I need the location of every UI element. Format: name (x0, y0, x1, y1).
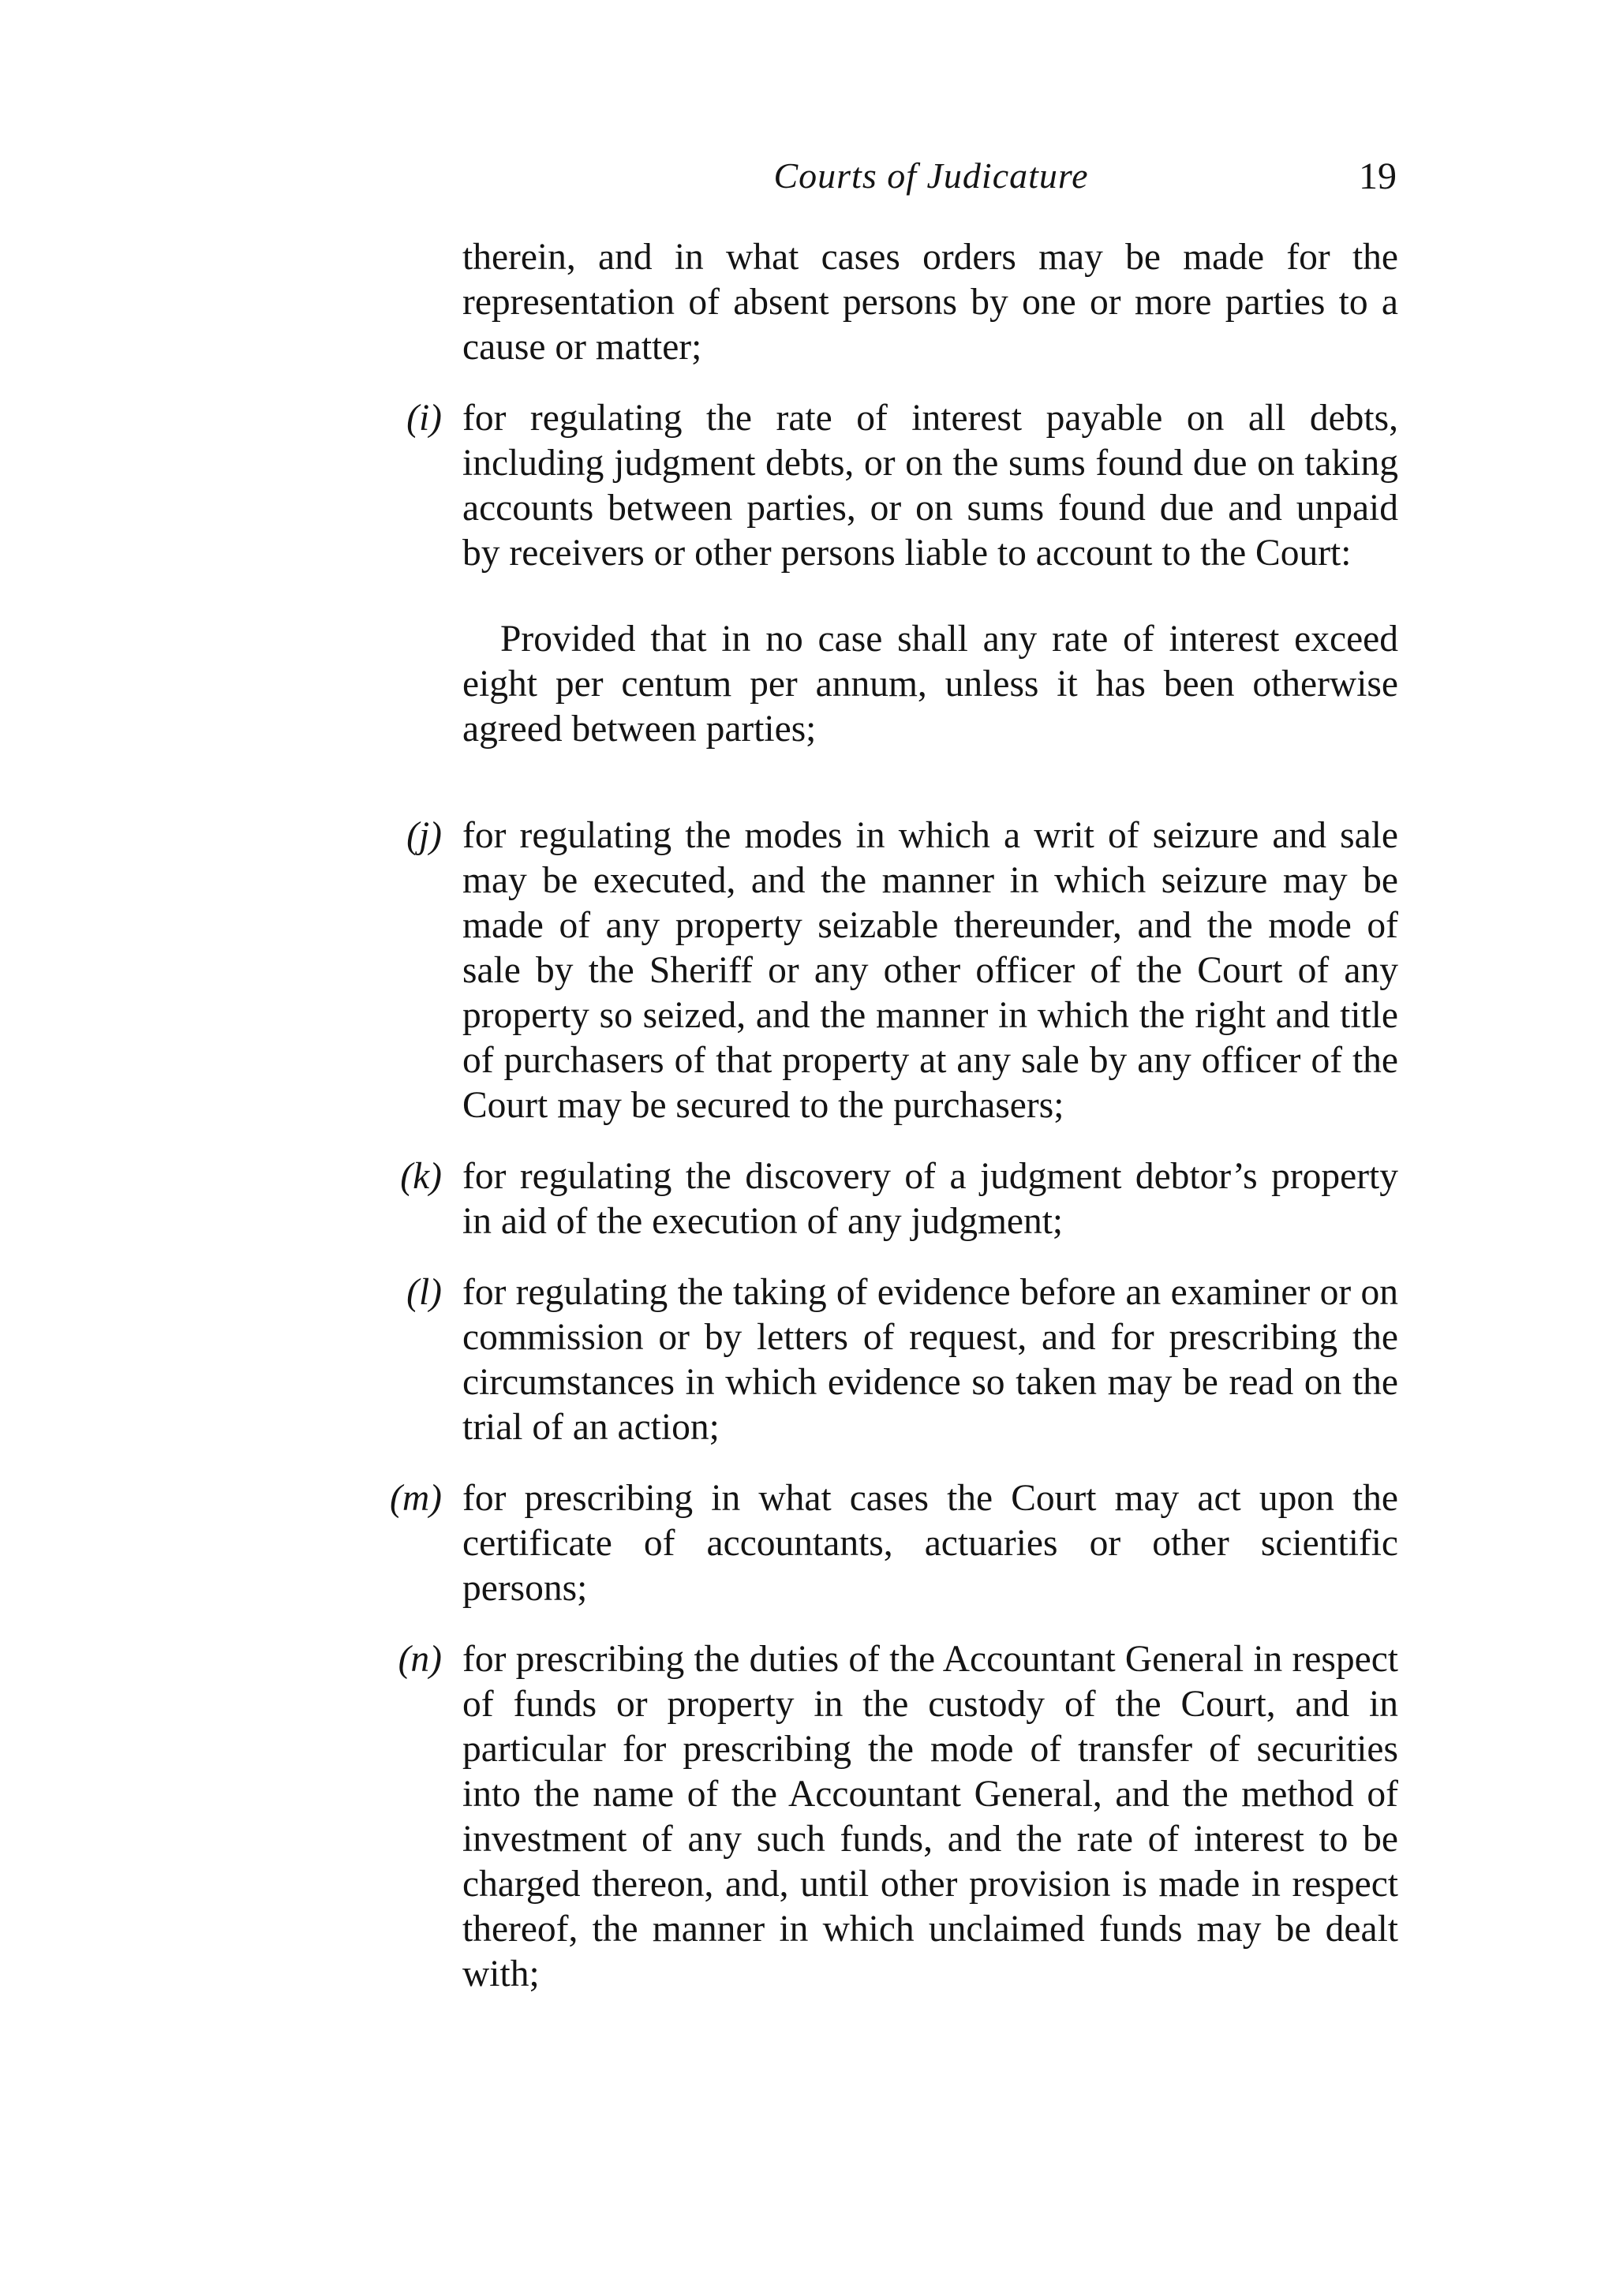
page-header (466, 155, 1397, 205)
page-number: 19 (1359, 155, 1397, 197)
paragraph-m (390, 1476, 1398, 1611)
paragraph-label-l: (l) (406, 1272, 442, 1313)
paragraph-i (406, 396, 1398, 576)
paragraph-l (406, 1270, 1398, 1450)
proviso-i: Provided that in no case shall any rate of interest exceed eight per centum per annum, unless it has been otherwise agreed between parties; (462, 619, 1398, 750)
paragraph-continuation: therein, and in what cases orders may be made for the representation of absent persons by one or more parties to a cause or matter; (462, 237, 1398, 368)
paragraph-j (406, 813, 1398, 1128)
paragraph-k (400, 1154, 1398, 1244)
paragraph-label-i: (i) (406, 398, 442, 439)
paragraph-n (398, 1637, 1398, 1997)
paragraph-label-m: (m) (390, 1478, 442, 1519)
paragraph-text-n: for prescribing the duties of the Accountant General in respect of funds or property in the custody of the Court, and in particular for prescribing the mode of transfer of securities into the name of the Accountant General, and the method of investment of any such funds, and the rate of interest to be charged thereon, and, until other provision is made in respect thereof, the manner in which unclaimed funds may be dealt with; (462, 1639, 1398, 1995)
paragraph-label-k: (k) (400, 1156, 442, 1197)
paragraph-label-j: (j) (406, 815, 442, 856)
paragraph-label-n: (n) (398, 1639, 442, 1680)
paragraph-text-i: for regulating the rate of interest payable on all debts, including judgment debts, or on the sums found due on taking accounts between parties, or on sums found due and unpaid by receivers or other persons liable to account to the Court: (462, 398, 1398, 574)
paragraph-text-l: for regulating the taking of evidence before an examiner or on commission or by letters of request, and for prescribing the circumstances in which evidence so taken may be read on the trial of an action; (462, 1272, 1398, 1448)
paragraph-text-k: for regulating the discovery of a judgment debtor’s property in aid of the execution of any judgment; (462, 1156, 1398, 1242)
running-title: Courts of Judicature (773, 155, 1089, 196)
paragraph-text-j: for regulating the modes in which a writ of seizure and sale may be executed, and the manner in which seizure may be made of any property seizable thereunder, and the mode of sale by the Sheriff or any other officer of the Court of any property so seized, and the manner in which the right and title of purchasers of that property at any sale by any officer of the Court may be secured to the purchasers; (462, 815, 1398, 1126)
body-text (390, 235, 1398, 2023)
paragraph-text-m: for prescribing in what cases the Court may act upon the certificate of accountants, actuaries or other scientific persons; (462, 1478, 1398, 1609)
